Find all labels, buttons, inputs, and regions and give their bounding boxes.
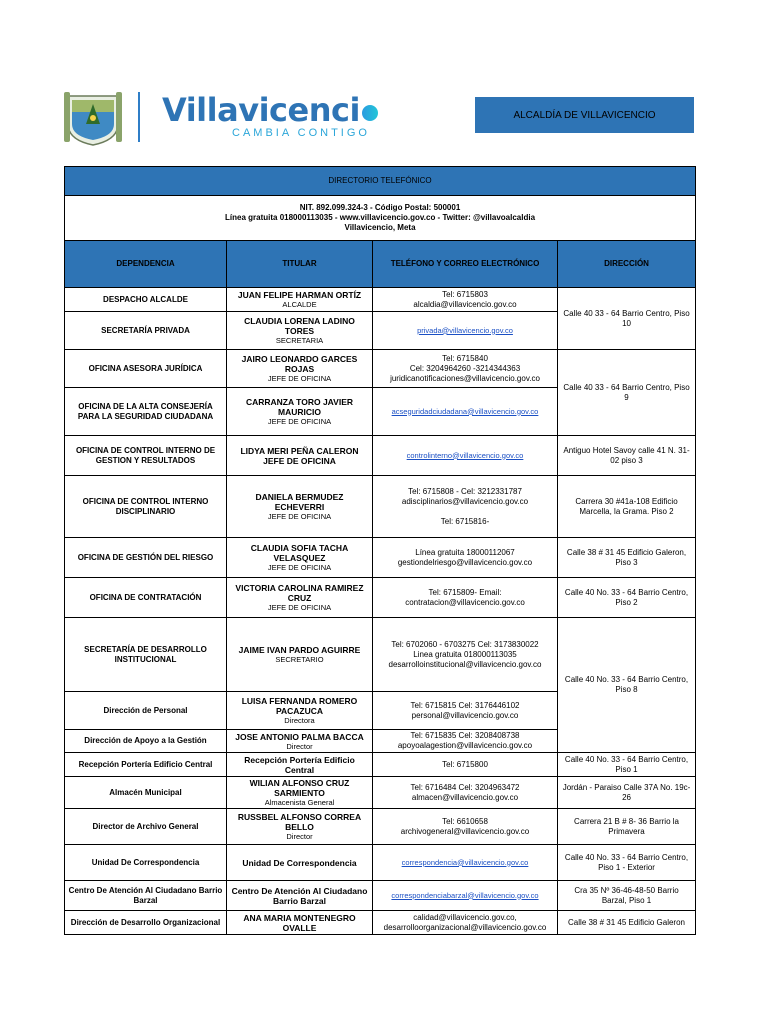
contact-cell: [373, 288, 558, 312]
titular-name: Unidad De Correspondencia: [242, 857, 357, 868]
directory-info: [65, 196, 696, 241]
titular-role: Directora: [284, 716, 315, 725]
contact-line: Tel: 6716484 Cel: 3204963472: [410, 782, 520, 792]
contact-line: juridicanotificaciones@villavicencio.gov.co: [390, 373, 540, 383]
contact-line: adisciplinarios@villavicencio.gov.co: [401, 496, 529, 506]
contact-line: personal@villavicencio.gov.co: [411, 710, 519, 720]
titular-role: Director: [286, 741, 313, 751]
dependencia-cell: Dirección de Apoyo a la Gestión: [65, 730, 227, 753]
titular-role: JEFE DE OFICINA: [267, 417, 332, 426]
contact-cell: [373, 578, 558, 618]
contact-line: Tel: 6702060 - 6703275 Cel: 3173830022: [391, 639, 539, 649]
table-row: [65, 618, 696, 692]
titular-role: SECRETARIA: [275, 336, 324, 345]
contact-cell: [373, 911, 558, 935]
municipal-seal-icon: [62, 90, 124, 146]
titular-name: JOSE ANTONIO PALMA BACCA: [235, 731, 364, 742]
titular-role: Director: [286, 832, 313, 841]
dependencia-cell: OFICINA DE GESTIÓN DEL RIESGO: [65, 538, 227, 578]
titular-name: DANIELA BERMUDEZ ECHEVERRI: [255, 492, 344, 512]
dependencia-cell: OFICINA ASESORA JURÍDICA: [65, 350, 227, 388]
contact-cell: [373, 476, 558, 538]
dependencia-cell: Dirección de Desarrollo Organizacional: [65, 911, 227, 935]
directory-title: DIRECTORIO TELEFÓNICO: [65, 167, 696, 196]
table-row: [65, 436, 696, 476]
table-row: [65, 578, 696, 618]
contact-line: Tel: 6715808 - Cel: 3212331787: [408, 486, 522, 496]
direccion-cell: Calle 38 # 31 45 Edificio Galeron, Piso 3: [558, 538, 696, 578]
brand-slogan: CAMBIA CONTIGO: [232, 127, 370, 139]
titular-role: JEFE DE OFICINA: [267, 563, 332, 572]
dependencia-cell: Director de Archivo General: [65, 809, 227, 845]
contact-cell: [373, 777, 558, 809]
titular-name: JUAN FELIPE HARMAN ORTÍZ: [237, 290, 362, 300]
titular-cell: [227, 618, 373, 692]
contact-line: gestiondelriesgo@villavicencio.gov.co: [397, 557, 533, 567]
table-row: [65, 538, 696, 578]
table-row: [65, 753, 696, 777]
titular-cell: [227, 350, 373, 388]
titular-cell: [227, 436, 373, 476]
dependencia-cell: OFICINA DE CONTROL INTERNO DE GESTION Y RESULTADOS: [65, 436, 227, 476]
dependencia-cell: Recepción Portería Edificio Central: [65, 753, 227, 777]
email-link[interactable]: controlinterno@villavicencio.gov.co: [406, 450, 524, 460]
titular-cell: [227, 753, 373, 777]
titular-cell: [227, 476, 373, 538]
dependencia-cell: Dirección de Personal: [65, 692, 227, 730]
titular-cell: [227, 730, 373, 753]
table-info-row: [65, 196, 696, 241]
direccion-cell: Cra 35 Nº 36-46-48-50 Barrio Barzal, Piso 1: [558, 881, 696, 911]
titular-name: Centro De Atención Al Ciudadano Barrio Barzal: [231, 885, 368, 906]
contact-line: apoyoalagestion@villavicencio.gov.co: [397, 741, 533, 750]
column-header-titular: TITULAR: [227, 241, 373, 288]
contact-cell: [373, 692, 558, 730]
contact-cell: [373, 845, 558, 881]
contact-cell: [373, 753, 558, 777]
titular-cell: [227, 881, 373, 911]
direccion-cell: Carrera 30 #41a-108 Edificio Marcella, la Grama. Piso 2: [558, 476, 696, 538]
titular-cell: [227, 388, 373, 436]
dependencia-cell: Centro De Atención Al Ciudadano Barrio Barzal: [65, 881, 227, 911]
page-header: [0, 0, 768, 160]
contact-line: Tel: 6610658: [442, 816, 488, 826]
titular-name: WILIAN ALFONSO CRUZ SARMIENTO: [249, 778, 350, 798]
directory-table: [64, 166, 696, 935]
titular-name: CARRANZA TORO JAVIER MAURICIO: [245, 397, 354, 417]
brand-name: Villavicenci: [162, 91, 360, 129]
contact-line: archivogeneral@villavicencio.gov.co: [400, 826, 530, 836]
contact-line: desarrolloorganizacional@villavicencio.gov.co: [383, 922, 547, 932]
titular-cell: [227, 578, 373, 618]
header-divider: [138, 92, 140, 142]
titular-cell: [227, 777, 373, 809]
contact-cell: [373, 881, 558, 911]
titular-cell: [227, 312, 373, 350]
contact-line: calidad@villavicencio.gov.co,: [413, 912, 517, 922]
dependencia-cell: Unidad De Correspondencia: [65, 845, 227, 881]
contact-cell: [373, 809, 558, 845]
dependencia-cell: OFICINA DE LA ALTA CONSEJERÍA PARA LA SEGURIDAD CIUDADANA: [65, 388, 227, 436]
titular-role: JEFE DE OFICINA: [267, 603, 332, 612]
contact-cell: [373, 436, 558, 476]
column-header-direccion: DIRECCIÓN: [558, 241, 696, 288]
table-row: [65, 777, 696, 809]
contact-line: alcaldia@villavicencio.gov.co: [413, 299, 517, 309]
titular-name: ANA MARIA MONTENEGRO OVALLE: [243, 912, 356, 933]
titular-cell: [227, 809, 373, 845]
direccion-cell: Calle 40 No. 33 - 64 Barrio Centro, Piso 1: [558, 753, 696, 777]
contact-line: Tel: 6715803: [442, 289, 488, 299]
contact-cell: [373, 538, 558, 578]
titular-name: Recepción Portería Edificio Central: [244, 754, 355, 775]
email-link[interactable]: correspondenciabarzal@villavicencio.gov.co: [391, 890, 539, 900]
table-row: [65, 288, 696, 312]
titular-cell: [227, 538, 373, 578]
direccion-cell: Calle 40 33 - 64 Barrio Centro, Piso 9: [558, 350, 696, 436]
direccion-cell: Jordán - Paraiso Calle 37A No. 19c-26: [558, 777, 696, 809]
dependencia-cell: Almacén Municipal: [65, 777, 227, 809]
direccion-cell: Calle 40 33 - 64 Barrio Centro, Piso 10: [558, 288, 696, 350]
contact-line: Tel: 6715835 Cel: 3208408738: [410, 731, 520, 740]
direccion-cell: Antiguo Hotel Savoy calle 41 N. 31-02 piso 3: [558, 436, 696, 476]
email-link[interactable]: acseguridadciudadana@villavicencio.gov.co: [391, 406, 539, 416]
email-link[interactable]: correspondencia@villavicencio.gov.co: [401, 857, 529, 867]
column-header-contacto: TELÉFONO Y CORREO ELECTRÓNICO: [373, 241, 558, 288]
contact-line: Tel: 6715815 Cel: 3176446102: [410, 700, 520, 710]
contact-line: Línea gratuita 18000112067: [415, 547, 515, 557]
table-header-row: [65, 241, 696, 288]
dependencia-cell: SECRETARÍA DE DESARROLLO INSTITUCIONAL: [65, 618, 227, 692]
dependencia-cell: SECRETARÍA PRIVADA: [65, 312, 227, 350]
titular-name: RUSSBEL ALFONSO CORREA BELLO: [237, 812, 362, 832]
titular-role: Almacenista General: [264, 798, 335, 807]
table-row: [65, 845, 696, 881]
titular-name: JAIRO LEONARDO GARCES ROJAS: [241, 354, 358, 374]
contact-cell: [373, 618, 558, 692]
info-line-3: Villavicencio, Meta: [344, 223, 416, 232]
column-header-dependencia: DEPENDENCIA: [65, 241, 227, 288]
titular-role: JEFE DE OFICINA: [267, 512, 332, 521]
info-line-2: Línea gratuita 018000113035 - www.villavicencio.gov.co - Twitter: @villavoalcaldia: [225, 213, 536, 222]
dependencia-cell: OFICINA DE CONTRATACIÓN: [65, 578, 227, 618]
table-row: [65, 881, 696, 911]
titular-role: ALCALDE: [282, 300, 317, 309]
titular-name: LIDYA MERI PEÑA CALERON JEFE DE OFICINA: [240, 445, 359, 466]
dependencia-cell: DESPACHO ALCALDE: [65, 288, 227, 312]
email-link[interactable]: privada@villavicencio.gov.co: [417, 325, 513, 335]
contact-line: Tel: 6715800: [442, 759, 488, 769]
titular-name: VICTORIA CAROLINA RAMIREZ CRUZ: [235, 583, 364, 603]
contact-line: Linea gratuita 018000113035: [413, 649, 517, 659]
titular-role: SECRETARIO: [275, 655, 324, 664]
info-line-1: NIT. 892.099.324-3 - Código Postal: 500001: [299, 203, 461, 212]
titular-role: JEFE DE OFICINA: [267, 374, 332, 383]
contact-cell: [373, 312, 558, 350]
contact-line: desarrolloinstitucional@villavicencio.gov.co: [388, 659, 542, 669]
titular-name: CLAUDIA SOFIA TACHA VELASQUEZ: [250, 543, 349, 563]
contact-line: Tel: 6715809- Email:: [428, 587, 502, 597]
titular-name: LUISA FERNANDA ROMERO PACAZUCA: [241, 696, 358, 716]
direccion-cell: Carrera 21 B # 8- 36 Barrio la Primavera: [558, 809, 696, 845]
direccion-cell: Calle 38 # 31 45 Edificio Galeron: [558, 911, 696, 935]
direccion-cell: Calle 40 No. 33 - 64 Barrio Centro, Piso 2: [558, 578, 696, 618]
direccion-cell: Calle 40 No. 33 - 64 Barrio Centro, Piso 1 - Exterior: [558, 845, 696, 881]
titular-name: JAIME IVAN PARDO AGUIRRE: [238, 645, 361, 655]
header-banner: ALCALDÍA DE VILLAVICENCIO: [475, 97, 694, 133]
titular-cell: [227, 692, 373, 730]
brand-dot-icon: [362, 105, 378, 121]
brand-logo: [162, 93, 378, 127]
titular-cell: [227, 288, 373, 312]
contact-line: Tel: 6715840: [442, 353, 488, 363]
direccion-cell: Calle 40 No. 33 - 64 Barrio Centro, Piso 8: [558, 618, 696, 753]
contact-line: almacen@villavicencio.gov.co: [411, 792, 519, 802]
table-row: [65, 476, 696, 538]
table-title-row: [65, 167, 696, 196]
dependencia-cell: OFICINA DE CONTROL INTERNO DISCIPLINARIO: [65, 476, 227, 538]
contact-cell: [373, 730, 558, 753]
contact-cell: [373, 350, 558, 388]
titular-name: CLAUDIA LORENA LADINO TORES: [244, 316, 355, 336]
titular-cell: [227, 845, 373, 881]
table-row: [65, 809, 696, 845]
contact-cell: [373, 388, 558, 436]
contact-line: Cel: 3204964260 -3214344363: [409, 363, 521, 373]
contact-line: Tel: 6715816-: [440, 516, 490, 526]
table-row: [65, 350, 696, 388]
contact-line: contratacion@villavicencio.gov.co: [405, 597, 525, 607]
titular-cell: [227, 911, 373, 935]
table-row: [65, 911, 696, 935]
